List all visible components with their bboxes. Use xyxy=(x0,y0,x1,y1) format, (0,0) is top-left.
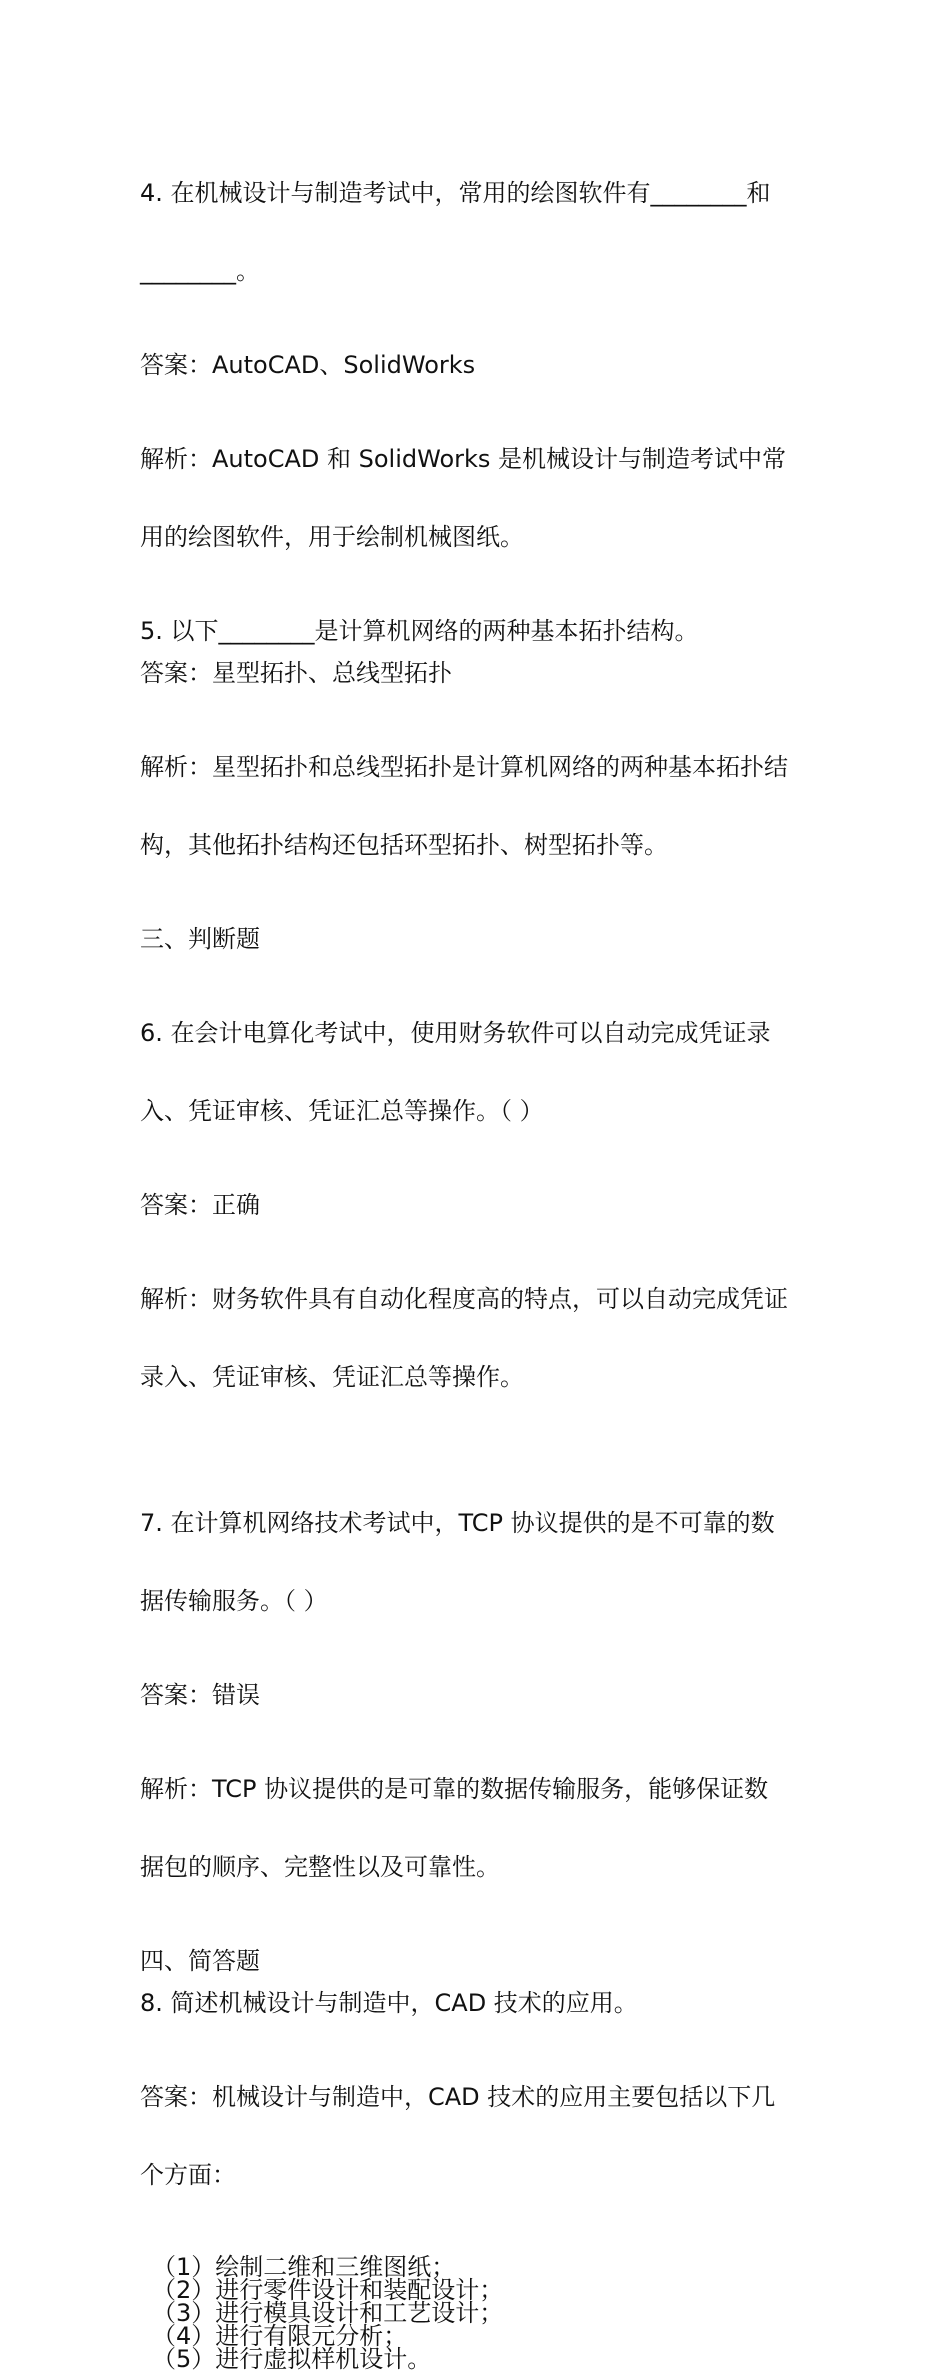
question-4-line-2: ________。 xyxy=(140,257,260,285)
list-item: （2）进行零件设计和装配设计； xyxy=(152,2276,504,2304)
question-6-line-1: 6. 在会计电算化考试中，使用财务软件可以自动完成凭证录 xyxy=(140,1019,771,1047)
section-heading-4: 四、简答题 xyxy=(140,1947,260,1975)
question-4-line-1: 4. 在机械设计与制造考试中，常用的绘图软件有________和 xyxy=(140,179,771,207)
answer-5: 答案：星型拓扑、总线型拓扑 xyxy=(140,659,452,687)
analysis-4 xyxy=(140,394,812,602)
question-6 xyxy=(140,968,812,1176)
answer-8-list xyxy=(140,2253,812,2373)
question-8: 8. 简述机械设计与制造中，CAD 技术的应用。 xyxy=(140,1989,638,2017)
list-item: （4）进行有限元分析； xyxy=(152,2322,408,2350)
answer-7: 答案：错误 xyxy=(140,1681,260,1709)
question-5: 5. 以下________是计算机网络的两种基本拓扑结构。 xyxy=(140,617,699,645)
question-7 xyxy=(140,1458,812,1666)
analysis-7 xyxy=(140,1724,812,1932)
section-heading-3: 三、判断题 xyxy=(140,925,260,953)
answer-8-line-1: 答案：机械设计与制造中，CAD 技术的应用主要包括以下几 xyxy=(140,2083,776,2111)
analysis-7-line-2: 据包的顺序、完整性以及可靠性。 xyxy=(140,1853,500,1881)
list-item: （1）绘制二维和三维图纸； xyxy=(152,2253,456,2281)
analysis-4-line-2: 用的绘图软件，用于绘制机械图纸。 xyxy=(140,523,524,551)
question-4 xyxy=(140,128,812,336)
analysis-5-line-2: 构，其他拓扑结构还包括环型拓扑、树型拓扑等。 xyxy=(140,831,668,859)
analysis-5-line-1: 解析：星型拓扑和总线型拓扑是计算机网络的两种基本拓扑结 xyxy=(140,753,788,781)
answer-8-line-2: 个方面： xyxy=(140,2161,236,2189)
analysis-7-line-1: 解析：TCP 协议提供的是可靠的数据传输服务，能够保证数 xyxy=(140,1775,769,1803)
answer-8 xyxy=(140,2032,812,2240)
list-item: （3）进行模具设计和工艺设计； xyxy=(152,2299,504,2327)
question-7-line-1: 7. 在计算机网络技术考试中，TCP 协议提供的是不可靠的数 xyxy=(140,1509,775,1537)
document-page xyxy=(140,128,812,2371)
analysis-6 xyxy=(140,1234,812,1442)
analysis-6-line-1: 解析：财务软件具有自动化程度高的特点，可以自动完成凭证 xyxy=(140,1285,788,1313)
analysis-6-line-2: 录入、凭证审核、凭证汇总等操作。 xyxy=(140,1363,524,1391)
answer-6: 答案：正确 xyxy=(140,1191,260,1219)
analysis-5 xyxy=(140,702,812,910)
question-6-line-2: 入、凭证审核、凭证汇总等操作。（ ） xyxy=(140,1097,544,1125)
answer-4: 答案：AutoCAD、SolidWorks xyxy=(140,351,476,379)
question-7-line-2: 据传输服务。（ ） xyxy=(140,1587,328,1615)
list-item: （5）进行虚拟样机设计。 xyxy=(152,2345,432,2373)
analysis-4-line-1: 解析：AutoCAD 和 SolidWorks 是机械设计与制造考试中常 xyxy=(140,445,787,473)
